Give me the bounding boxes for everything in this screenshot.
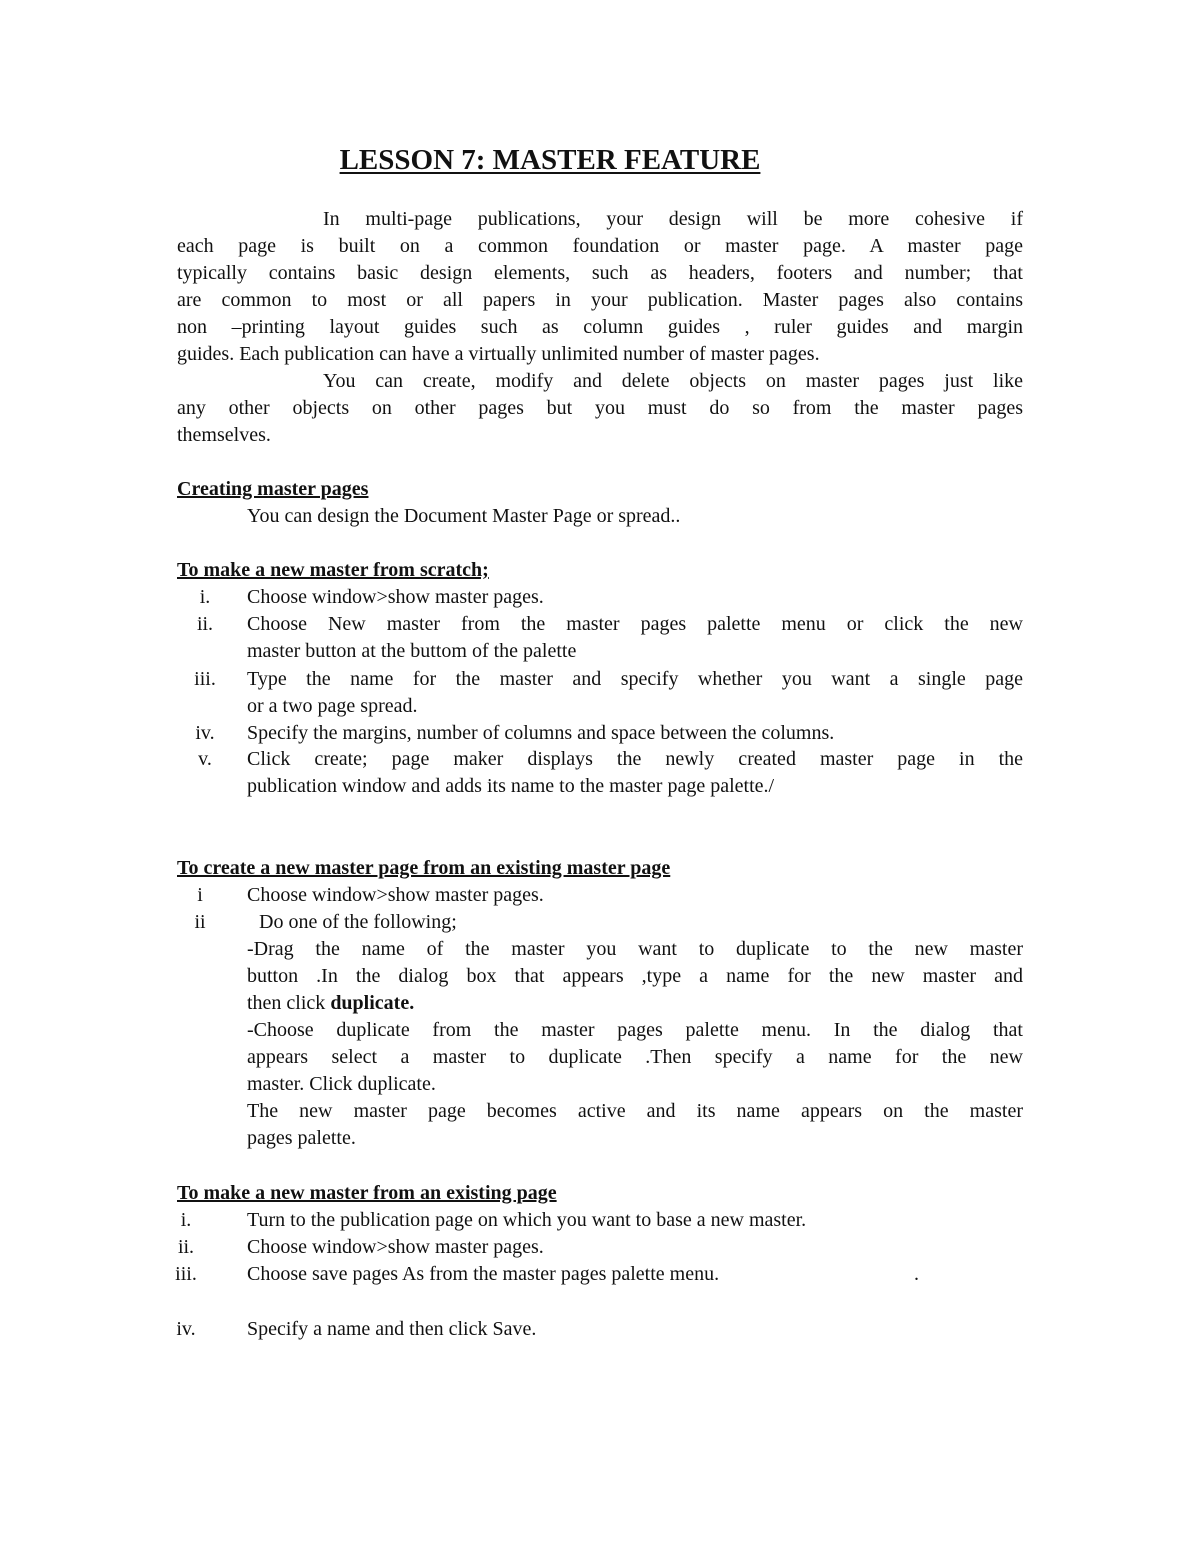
list-item bbox=[247, 1207, 1023, 1234]
creating-text: You can design the Document Master Page or spread.. bbox=[247, 505, 681, 527]
list-item bbox=[247, 909, 1023, 936]
intro-line: guides. Each publication can have a virtually unlimited number of master pages. bbox=[177, 343, 820, 365]
list-item bbox=[247, 1316, 1023, 1343]
intro-paragraph bbox=[177, 206, 1023, 368]
list-item bbox=[247, 584, 1023, 611]
choose-option-line: -Choose duplicate from the master pages palette menu. In the dialog that bbox=[247, 1019, 1023, 1041]
list-item-line: Choose window>show master pages. bbox=[247, 1236, 544, 1258]
intro-line: non –printing layout guides such as column guides , ruler guides and margin bbox=[177, 316, 1023, 338]
list-number: i. bbox=[199, 586, 211, 608]
existing-master-heading: To create a new master page from an existing master page bbox=[177, 857, 671, 879]
choose-option bbox=[247, 1017, 1023, 1098]
result-text bbox=[247, 1098, 1023, 1152]
scratch-heading: To make a new master from scratch; bbox=[177, 559, 489, 581]
list-number: i bbox=[197, 884, 203, 906]
list-number: iii. bbox=[175, 1263, 197, 1285]
list-item-line: Choose save pages As from the master pages palette menu. bbox=[247, 1263, 720, 1285]
drag-option-prefix: then click bbox=[247, 992, 331, 1014]
list-number: ii. bbox=[177, 1236, 195, 1258]
drag-option-line: button .In the dialog box that appears ,type a name for the new master and bbox=[247, 965, 1023, 987]
list-item-line: Choose window>show master pages. bbox=[247, 586, 544, 608]
list-item bbox=[247, 611, 1023, 665]
existing-page-heading: To make a new master from an existing page bbox=[177, 1182, 557, 1204]
list-number: iii. bbox=[194, 668, 216, 690]
list-item-line: Choose New master from the master pages palette menu or click the new bbox=[247, 613, 1023, 635]
intro-line: each page is built on a common foundation or master page. A master page bbox=[177, 235, 1023, 257]
intro-line: In multi-page publications, your design will be more cohesive if bbox=[323, 208, 1023, 230]
result-line: The new master page becomes active and its name appears on the master bbox=[247, 1100, 1023, 1122]
list-number: iv. bbox=[176, 1318, 196, 1340]
choose-option-line: master. Click duplicate. bbox=[247, 1073, 436, 1095]
intro-line: are common to most or all papers in your publication. Master pages also contains bbox=[177, 289, 1023, 311]
drag-option-line: -Drag the name of the master you want to duplicate to the new master bbox=[247, 938, 1023, 960]
list-item-line: Specify a name and then click Save. bbox=[247, 1318, 537, 1340]
intro2-line: any other objects on other pages but you must do so from the master pages bbox=[177, 397, 1023, 419]
list-item-line: Click create; page maker displays the newly created master page in the bbox=[247, 748, 1023, 770]
list-item bbox=[247, 746, 1023, 800]
result-line: pages palette. bbox=[247, 1127, 356, 1149]
list-number: i. bbox=[180, 1209, 192, 1231]
lesson-title: LESSON 7: MASTER FEATURE bbox=[339, 144, 761, 176]
list-number: v. bbox=[198, 748, 212, 770]
list-item-line: Type the name for the master and specify whether you want a single page bbox=[247, 668, 1023, 690]
duplicate-emphasis: duplicate. bbox=[330, 992, 415, 1014]
drag-option bbox=[247, 936, 1023, 1017]
list-item bbox=[247, 720, 1023, 747]
list-item-line: Do one of the following; bbox=[259, 911, 457, 933]
list-item bbox=[247, 666, 1023, 720]
intro2-line: themselves. bbox=[177, 424, 271, 446]
creating-heading: Creating master pages bbox=[177, 478, 369, 500]
stray-period: . bbox=[914, 1263, 919, 1285]
list-number: ii bbox=[194, 911, 206, 933]
intro-paragraph-2 bbox=[177, 368, 1023, 449]
list-item-line: publication window and adds its name to the master page palette./ bbox=[247, 775, 775, 797]
list-item bbox=[247, 1261, 1023, 1288]
intro2-line: You can create, modify and delete objects on master pages just like bbox=[323, 370, 1023, 392]
list-item-line: Specify the margins, number of columns and space between the columns. bbox=[247, 722, 835, 744]
list-item-line: Choose window>show master pages. bbox=[247, 884, 544, 906]
list-item bbox=[247, 1234, 1023, 1261]
list-item-line: Turn to the publication page on which you want to base a new master. bbox=[247, 1209, 807, 1231]
intro-line: typically contains basic design elements, such as headers, footers and number; that bbox=[177, 262, 1023, 284]
list-item bbox=[247, 882, 1023, 909]
choose-option-line: appears select a master to duplicate .Then specify a name for the new bbox=[247, 1046, 1023, 1068]
list-number: iv. bbox=[195, 722, 215, 744]
list-number: ii. bbox=[196, 613, 214, 635]
list-item-line: master button at the buttom of the palette bbox=[247, 640, 577, 662]
list-item-line: or a two page spread. bbox=[247, 695, 418, 717]
drag-option-line bbox=[247, 990, 1023, 1017]
